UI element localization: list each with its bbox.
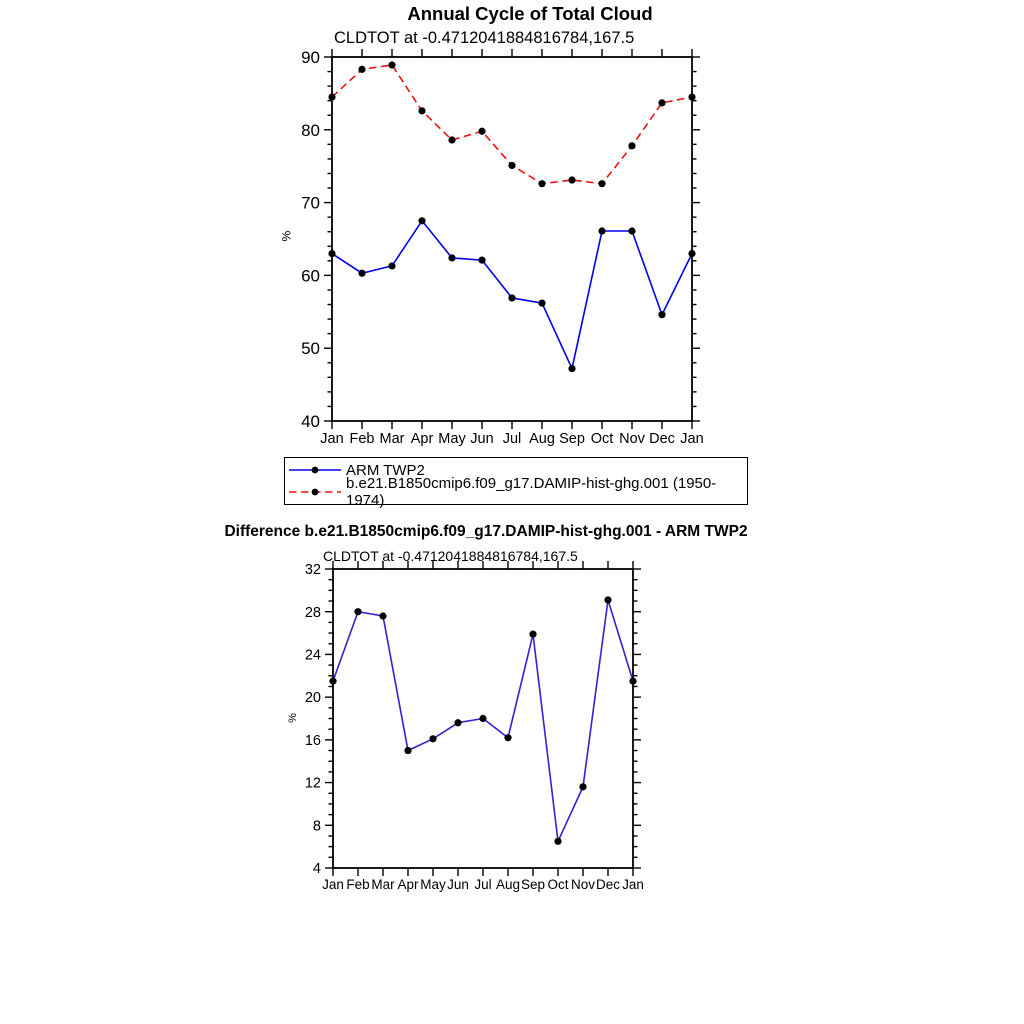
x-tick-label: Sep (520, 877, 546, 892)
x-tick-label: May (420, 877, 446, 892)
data-point-marker (478, 257, 485, 264)
legend-item (285, 475, 747, 509)
data-point-marker (479, 715, 486, 722)
x-tick-label: Nov (619, 431, 645, 447)
y-tick-label: 60 (301, 266, 320, 286)
data-point-marker (554, 838, 561, 845)
y-tick-label: 24 (304, 647, 321, 664)
data-point-marker (508, 294, 515, 301)
data-point-marker (404, 747, 411, 754)
data-point-marker (538, 180, 545, 187)
y-tick-label: 50 (301, 339, 320, 359)
data-point-marker (418, 107, 425, 114)
y-tick-label: 32 (304, 562, 321, 579)
data-point-marker (358, 66, 365, 73)
data-point-marker (429, 735, 436, 742)
legend-item-label: ARM TWP2 (346, 461, 425, 479)
data-point-marker (328, 93, 335, 100)
x-tick-label: Nov (570, 877, 596, 892)
y-tick-label: 80 (301, 120, 320, 140)
difference-subtitle: CLDTOT at -0.4712041884816784,167.5 (323, 548, 578, 564)
difference-title: Difference b.e21.B1850cmip6.f09_g17.DAMIP-hist-ghg.001 - ARM TWP2 (224, 523, 748, 540)
data-point-marker (568, 176, 575, 183)
data-point-marker (529, 631, 536, 638)
data-point-marker (628, 142, 635, 149)
data-point-marker (418, 217, 425, 224)
y-tick-label: 8 (312, 818, 321, 835)
data-point-marker (508, 162, 515, 169)
x-tick-label: Jul (502, 431, 522, 447)
data-point-marker (538, 299, 545, 306)
x-tick-label: Dec (649, 431, 675, 447)
data-point-marker (688, 93, 695, 100)
y-tick-label: 4 (312, 861, 321, 878)
legend-line-sample-icon (287, 482, 343, 502)
y-tick-label: 70 (301, 193, 320, 213)
x-tick-label: Feb (346, 877, 370, 892)
x-tick-label: Mar (371, 877, 395, 892)
data-point-marker (658, 99, 665, 106)
legend (284, 457, 748, 509)
annual-cycle-subtitle: CLDTOT at -0.4712041884816784,167.5 (334, 29, 635, 47)
data-point-marker (629, 678, 636, 685)
annual-cycle-yaxis-label: % (279, 230, 294, 242)
y-tick-label: 40 (301, 411, 320, 431)
data-point-marker (504, 734, 511, 741)
axis-box (332, 57, 692, 421)
data-point-marker (598, 227, 605, 234)
x-tick-label: Jun (447, 877, 469, 892)
x-tick-label: Oct (547, 877, 569, 892)
data-point-marker (379, 612, 386, 619)
legend-item-label: b.e21.B1850cmip6.f09_g17.DAMIP-hist-ghg.001 (1950-1974) (346, 475, 717, 509)
x-tick-label: Feb (349, 431, 375, 447)
y-tick-label: 16 (304, 732, 321, 749)
difference-chart (0, 512, 1024, 1024)
x-tick-label: Sep (559, 431, 585, 447)
data-point-marker (454, 719, 461, 726)
x-tick-label: Apr (397, 877, 419, 892)
y-tick-label: 28 (304, 604, 321, 621)
x-tick-label: Aug (529, 431, 555, 447)
x-tick-label: Jan (320, 431, 344, 447)
data-point-marker (388, 61, 395, 68)
data-point-marker (658, 311, 665, 318)
annual-cycle-title: Annual Cycle of Total Cloud (407, 3, 653, 24)
data-point-marker (328, 250, 335, 257)
data-point-marker (598, 180, 605, 187)
x-tick-label: Jan (622, 877, 644, 892)
x-tick-label: Jan (322, 877, 344, 892)
data-point-marker (388, 262, 395, 269)
difference-yaxis-label: % (286, 713, 299, 723)
data-point-marker (329, 678, 336, 685)
data-point-marker (628, 227, 635, 234)
legend-line-sample-icon (287, 460, 343, 480)
x-tick-label: Dec (595, 877, 621, 892)
x-tick-label: Jun (470, 431, 494, 447)
data-point-marker (354, 608, 361, 615)
data-point-marker (358, 270, 365, 277)
x-tick-label: Apr (410, 431, 434, 447)
data-point-marker (478, 128, 485, 135)
data-point-marker (688, 250, 695, 257)
data-point-marker (448, 136, 455, 143)
data-point-marker (448, 254, 455, 261)
x-tick-label: Mar (379, 431, 405, 447)
y-tick-label: 12 (304, 775, 321, 792)
x-tick-label: May (438, 431, 466, 447)
x-tick-label: Jul (474, 877, 492, 892)
y-tick-label: 90 (301, 47, 320, 67)
data-point-marker (604, 596, 611, 603)
x-tick-label: Jan (680, 431, 704, 447)
data-point-marker (568, 365, 575, 372)
y-tick-label: 20 (304, 690, 321, 707)
x-tick-label: Aug (495, 877, 521, 892)
x-tick-label: Oct (590, 431, 614, 447)
data-point-marker (579, 783, 586, 790)
